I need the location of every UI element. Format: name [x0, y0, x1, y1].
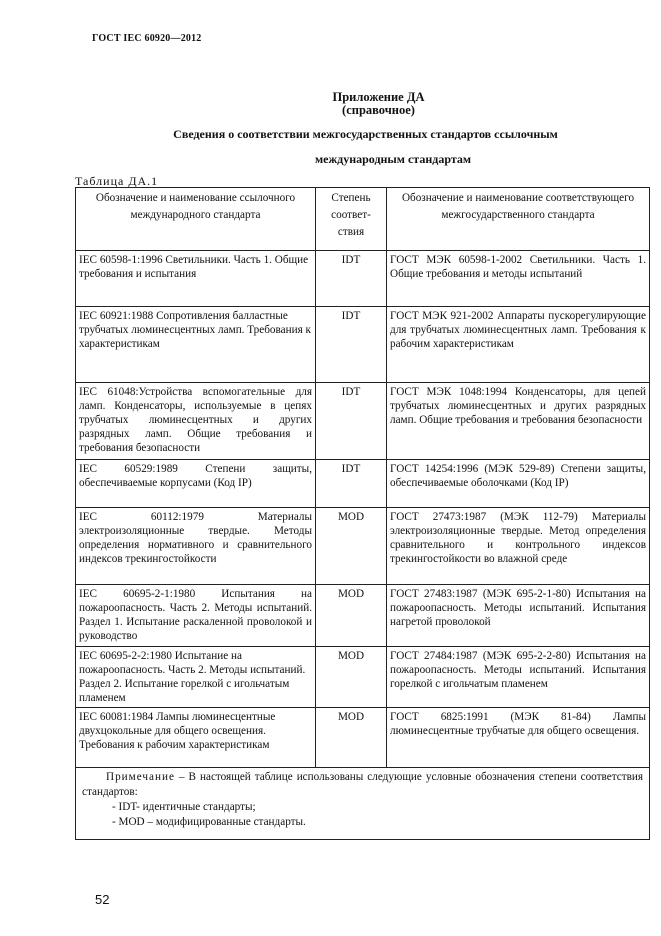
appendix-title: Приложение ДА: [332, 90, 425, 104]
cell-degree: MOD: [316, 508, 387, 585]
cell-intl-standard: IEC 60921:1988 Сопротивления баллaстные трубчатых люминесцентных ламп. Требования к характеристикам: [76, 307, 316, 383]
cell-degree: MOD: [316, 708, 387, 768]
table-row: [76, 307, 650, 383]
cell-intl-standard: IEC 60529:1989 Степени защиты, обеспечиваемые корпусами (Код IP): [76, 460, 316, 508]
table-row: [76, 647, 650, 708]
cell-degree: IDT: [316, 383, 387, 460]
cell-gost-standard: ГОСТ МЭК 1048:1994 Конденсаторы, для цепей трубчатых люминесцентных и других разрядных ламп. Общие требования и требования безопасности: [387, 383, 650, 460]
table-row: [76, 251, 650, 307]
appendix-subtitle: (справочное): [342, 103, 415, 117]
section-heading-line2: международным стандартам: [314, 152, 472, 166]
cell-gost-standard: ГОСТ МЭК 60598-1-2002 Светильники. Часть 1. Общие требования и методы испытаний: [387, 251, 650, 307]
table-note: [76, 768, 650, 840]
cell-intl-standard: IEC 60695-2-1:1980 Испытания на пожароопасность. Часть 2. Методы испытаний. Раздел 1. Испытание раскаленной проволокой и руководство: [76, 585, 316, 647]
column-header-intl: Обозначение и наименование ссылочного международного стандарта: [76, 188, 316, 251]
cell-intl-standard: IEC 61048:Устройства вспомогательные для ламп. Конденсаторы, используемые в цепях трубчатых люминесцентных и других разрядных ламп. Общие требования и требования безопасности: [76, 383, 316, 460]
cell-degree: MOD: [316, 647, 387, 708]
cell-intl-standard: IEC 60112:1979 Материалы электроизоляционные твердые. Методы определения нормативного и сравнительного индексов трекингостойкости: [76, 508, 316, 585]
table-row: [76, 383, 650, 460]
section-heading-line1: Сведения о соответствии межгосударственных стандартов ссылочным: [173, 127, 558, 141]
cell-intl-standard: IEC 60695-2-2:1980 Испытание на пожароопасность. Часть 2. Методы испытаний. Раздел 2. Испытание горелкой с игольчатым пламенем: [76, 647, 316, 708]
cell-degree: IDT: [316, 251, 387, 307]
cell-gost-standard: ГОСТ 27483:1987 (МЭК 695-2-1-80) Испытания на пожароопасность. Методы испытаний. Испытания нагретой проволокой: [387, 585, 650, 647]
cell-degree: IDT: [316, 307, 387, 383]
cell-gost-standard: ГОСТ 6825:1991 (МЭК 81-84) Лампы люминесцентные трубчатые для общего освещения.: [387, 708, 650, 768]
table-header-row: [76, 188, 650, 251]
document-header: ГОСТ IEC 60920—2012: [92, 33, 202, 44]
column-header-gost: Обозначение и наименование соответствующего межгосударственного стандарта: [387, 188, 650, 251]
cell-intl-standard: IEC 60081:1984 Лампы люминесцентные двухцокольные для общего освещения. Требования к рабочим характеристикам: [76, 708, 316, 768]
table-row: [76, 460, 650, 508]
table-row: [76, 585, 650, 647]
table-note-row: [76, 768, 650, 840]
correspondence-table: [75, 187, 650, 840]
note-item-mod: - MOD – модифицированные стандарты.: [112, 816, 306, 828]
note-title: Примечание: [106, 771, 175, 783]
cell-degree: IDT: [316, 460, 387, 508]
page-number: 52: [95, 892, 110, 907]
table-label: Таблица ДА.1: [75, 174, 159, 188]
column-header-degree: Степень соответ-ствия: [316, 188, 387, 251]
cell-gost-standard: ГОСТ 14254:1996 (МЭК 529-89) Степени защиты, обеспечиваемые оболочками (Код IP): [387, 460, 650, 508]
cell-gost-standard: ГОСТ 27473:1987 (МЭК 112-79) Материалы электроизоляционные твердые. Метод определения сравнительного и контрольного индексов трекингостойкости во влажной среде: [387, 508, 650, 585]
table-row: [76, 708, 650, 768]
cell-gost-standard: ГОСТ МЭК 921-2002 Аппараты пускорегулирующие для трубчатых люминесцентных ламп. Требования к рабочим характеристикам: [387, 307, 650, 383]
cell-intl-standard: IEC 60598-1:1996 Светильники. Часть 1. Общие требования и испытания: [76, 251, 316, 307]
cell-degree: MOD: [316, 585, 387, 647]
cell-gost-standard: ГОСТ 27484:1987 (МЭК 695-2-2-80) Испытания на пожароопасность. Методы испытаний. Испытания горелкой с игольчатым пламенем: [387, 647, 650, 708]
note-item-idt: - IDT- идентичные стандарты;: [112, 801, 256, 813]
table-row: [76, 508, 650, 585]
note-text: – В настоящей таблице использованы следующие условные обозначения степени соответствия стандартов:: [82, 771, 643, 798]
